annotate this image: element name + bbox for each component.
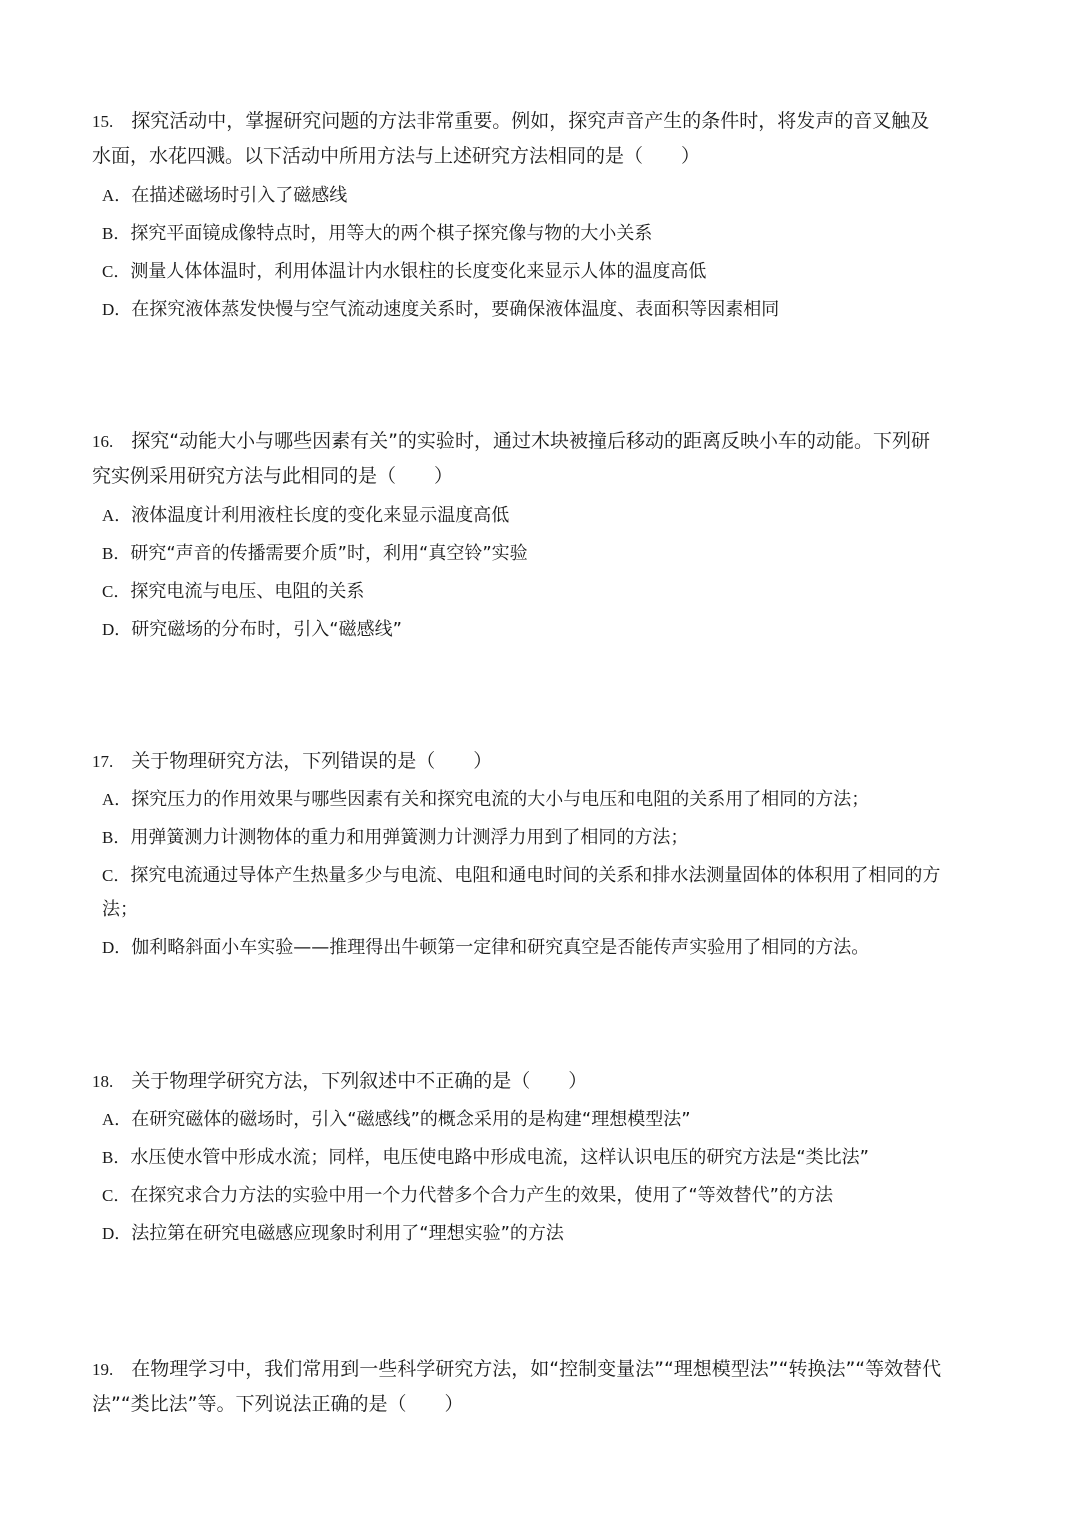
- option-d: D．伽利略斜面小车实验——推理得出牛顿第一定律和研究真空是否能传声实验用了相同的方法。: [102, 937, 870, 958]
- question-number: 19.: [92, 1360, 114, 1379]
- question-19: [92, 1352, 942, 1421]
- question-text: 探究“动能大小与哪些因素有关”的实验时，通过木块被撞后移动的距离反映小车的动能。下列研究实例采用研究方法与此相同的是（ ）: [92, 430, 930, 487]
- option-d: D．在探究液体蒸发快慢与空气流动速度关系时，要确保液体温度、表面积等因素相同: [102, 299, 780, 320]
- question-stem: [92, 1064, 942, 1099]
- question-text: 探究活动中，掌握研究问题的方法非常重要。例如，探究声音产生的条件时，将发声的音叉触及水面，水花四溅。以下活动中所用方法与上述研究方法相同的是（ ）: [92, 110, 930, 167]
- option-c: C．测量人体体温时，利用体温计内水银柱的长度变化来显示人体的温度高低: [102, 261, 707, 282]
- option-c: C．在探究求合力方法的实验中用一个力代替多个合力产生的效果，使用了“等效替代”的方法: [102, 1185, 833, 1206]
- question-stem: [92, 424, 942, 493]
- option-b: B．研究“声音的传播需要介质”时，利用“真空铃”实验: [102, 543, 528, 564]
- option-d: D．法拉第在研究电磁感应现象时利用了“理想实验”的方法: [102, 1223, 564, 1244]
- question-text: 在物理学习中，我们常用到一些科学研究方法，如“控制变量法”“理想模型法”“转换法”“等效替代法”“类比法”等。下列说法正确的是（ ）: [92, 1358, 942, 1415]
- question-text: 关于物理研究方法，下列错误的是（ ）: [131, 750, 493, 772]
- question-17: [92, 744, 942, 965]
- option-a: A．探究压力的作用效果与哪些因素有关和探究电流的大小与电压和电阻的关系用了相同的方法；: [102, 789, 870, 810]
- option-a: A．在描述磁场时引入了磁感线: [102, 185, 348, 206]
- question-16: [92, 424, 942, 647]
- option-b: B．水压使水管中形成水流；同样，电压使电路中形成电流，这样认识电压的研究方法是“类比法”: [102, 1147, 869, 1168]
- question-stem: [92, 104, 942, 173]
- option-b: B．用弹簧测力计测物体的重力和用弹簧测力计测浮力用到了相同的方法；: [102, 827, 689, 848]
- option-a: A．在研究磁体的磁场时，引入“磁感线”的概念采用的是构建“理想模型法”: [102, 1109, 691, 1130]
- option-c: C．探究电流与电压、电阻的关系: [102, 581, 365, 602]
- option-c: C．探究电流通过导体产生热量多少与电流、电阻和通电时间的关系和排水法测量固体的体积用了相同的方法；: [102, 865, 941, 920]
- question-18: [92, 1064, 942, 1251]
- question-number: 17.: [92, 752, 114, 771]
- question-number: 18.: [92, 1072, 114, 1091]
- question-number: 15.: [92, 112, 114, 131]
- question-text: 关于物理学研究方法，下列叙述中不正确的是（ ）: [131, 1070, 588, 1092]
- question-stem: [92, 1352, 942, 1421]
- option-a: A．液体温度计利用液柱长度的变化来显示温度高低: [102, 505, 510, 526]
- question-number: 16.: [92, 432, 114, 451]
- option-b: B．探究平面镜成像特点时，用等大的两个棋子探究像与物的大小关系: [102, 223, 653, 244]
- question-15: [92, 104, 942, 327]
- option-d: D．研究磁场的分布时，引入“磁感线”: [102, 619, 402, 640]
- question-stem: [92, 744, 942, 779]
